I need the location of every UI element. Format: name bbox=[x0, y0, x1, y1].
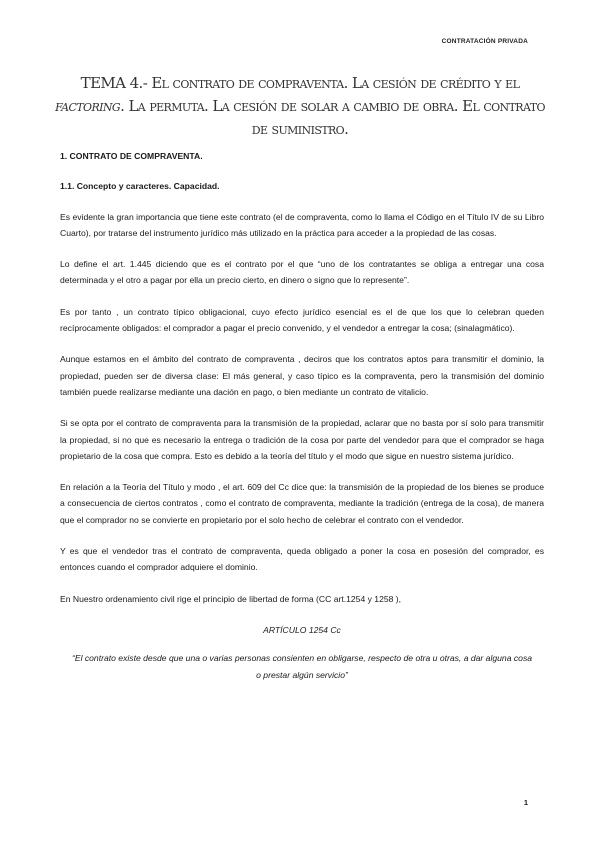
paragraph: Aunque estamos en el ámbito del contrato de compraventa , deciros que los contratos aptos para transmitir el dominio, la propiedad, pueden ser de diversa clase: El más general, y caso típico es la compraventa, pero la transmisión del dominio también puede realizarse mediante una dación en pago, o bien mediante un contrato de vitalicio. bbox=[60, 354, 544, 397]
paragraph: Es por tanto , un contrato típico obligacional, cuyo efecto jurídico esencial es el de que los que lo celebran queden recíprocamente obligados: el comprador a pagar el precio convenido, y el vendedor a entregar la cosa; (sinalagmático). bbox=[60, 306, 544, 334]
running-header: CONTRATACIÓN PRIVADA bbox=[441, 38, 528, 45]
article-quote: “El contrato existe desde que una o varias personas consienten en obligarse, respecto de otra u otras, a dar alguna cosa o prestar algún servicio” bbox=[71, 653, 533, 680]
paragraph: Y es que el vendedor tras el contrato de compraventa, queda obligado a poner la cosa en posesión del comprador, es entonces cuando el comprador adquiere el dominio. bbox=[60, 546, 544, 573]
document-body bbox=[60, 148, 544, 683]
page-number: 1 bbox=[523, 798, 528, 807]
article-label: ARTÍCULO 1254 Cc bbox=[263, 624, 341, 635]
paragraph: Lo define el art. 1.445 diciendo que es el contrato por el que “uno de los contratantes se obliga a entregar una cosa determinada y el otro a pagar por ella un precio cierto, en dinero o signo que lo represente”. bbox=[60, 259, 544, 286]
section-heading: 1. CONTRATO DE COMPRAVENTA. bbox=[60, 151, 203, 161]
paragraph: En Nuestro ordenamiento civil rige el principio de libertad de forma (CC art.1254 y 1258 ), bbox=[60, 593, 402, 604]
paragraph: Si se opta por el contrato de compraventa para la transmisión de la propiedad, aclarar que no basta por sí solo para transmitir la propiedad, si no que es necesario la entrega o tradición de la cosa por parte del vendedor para que el comprador se haga propietario de la cosa que compra. Esto es debido a la teoría del título y el modo que sigue en nuestro sistema jurídico. bbox=[60, 418, 544, 461]
title-part-1: TEMA 4.- El contrato de compraventa. La cesión de crédito y el bbox=[80, 74, 520, 92]
title-part-2: . La permuta. La cesión de solar a cambio de obra. El contrato de suministro. bbox=[120, 97, 545, 138]
paragraph: Es evidente la gran importancia que tiene este contrato (el de compraventa, como lo llama el Código en el Título IV de su Libro Cuarto), por tratarse del instrumento jurídico más utilizado en la práctica para acceder a la propiedad de las cosas. bbox=[60, 211, 544, 238]
document-title bbox=[48, 72, 552, 141]
paragraph: En relación a la Teoría del Título y modo , el art. 609 del Cc dice que: la transmisión de la propiedad de los bienes se produce a consecuencia de ciertos contratos , como el contrato de compraventa, mediante la tradición (entrega de la cosa), de manera que el comprador no se convierte en propietario por el solo hecho de celebrar el contrato con el vendedor. bbox=[60, 482, 544, 525]
title-italic-term: factoring bbox=[55, 97, 121, 115]
subsection-heading: 1.1. Concepto y caracteres. Capacidad. bbox=[60, 181, 220, 192]
